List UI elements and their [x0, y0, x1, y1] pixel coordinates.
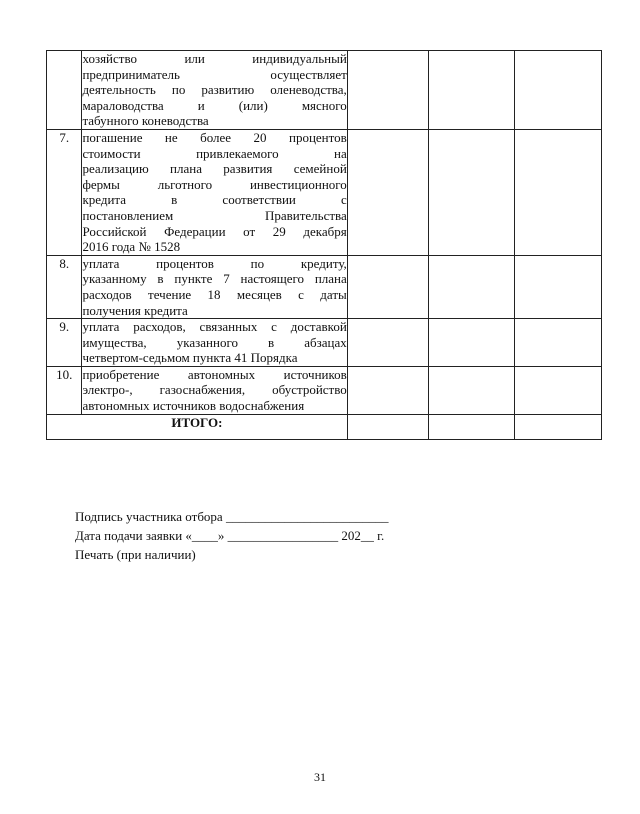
total-label: ИТОГО:	[47, 414, 348, 439]
amount-cell-3	[514, 319, 601, 367]
description-line: уплата расходов, связанных с доставкой	[82, 319, 347, 335]
amount-cell-3	[514, 366, 601, 414]
amount-cell-1	[347, 319, 428, 367]
description-line: табунного коневодства	[82, 113, 209, 129]
description-line: деятельность по развитию оленеводства,	[82, 82, 347, 98]
amount-cell-2	[428, 129, 514, 255]
expense-plan-table	[46, 50, 602, 440]
row-number: 7.	[47, 129, 82, 255]
table-row	[47, 366, 602, 414]
table-row	[47, 129, 602, 255]
page-number: 31	[314, 770, 326, 784]
description-line: уплата процентов по кредиту,	[82, 255, 347, 271]
description-line: фермы льготного инвестиционного	[82, 176, 347, 192]
expense-description	[82, 255, 347, 318]
description-line: расходов течение 18 месяцев с даты	[82, 286, 347, 302]
amount-cell-1	[347, 129, 428, 255]
amount-cell-2	[428, 255, 514, 318]
description-line: электро-, газоснабжения, обустройство	[82, 382, 347, 398]
description-line: автономных источников водоснабжения	[82, 398, 305, 414]
description-line: предприниматель осуществляет	[82, 66, 347, 82]
expense-description	[82, 319, 347, 367]
description-line: погашение не более 20 процентов	[82, 129, 347, 145]
amount-cell-2	[428, 366, 514, 414]
description-line: реализацию плана развития семейной	[82, 161, 347, 177]
row-number: 9.	[47, 319, 82, 367]
row-number: 10.	[47, 366, 82, 414]
total-row	[47, 414, 602, 439]
total-amount-cell-1	[347, 414, 428, 439]
expense-description	[82, 51, 347, 130]
amount-cell-3	[514, 51, 601, 130]
description-line: приобретение автономных источников	[82, 366, 347, 382]
description-line: имущества, указанного в абзацах	[82, 334, 347, 350]
row-number: 8.	[47, 255, 82, 318]
participant-signature-line: Подпись участника отбора _________________________	[75, 509, 389, 524]
description-line: постановлением Правительства	[82, 207, 347, 223]
description-line: хозяйство или индивидуальный	[82, 51, 347, 66]
table-row	[47, 51, 602, 130]
description-line: указанному в пункте 7 настоящего плана	[82, 271, 347, 287]
table-row	[47, 319, 602, 367]
amount-cell-3	[514, 255, 601, 318]
amount-cell-3	[514, 129, 601, 255]
amount-cell-2	[428, 51, 514, 130]
row-number	[47, 51, 82, 130]
description-line: получения кредита	[82, 302, 188, 318]
description-line: 2016 года № 1528	[82, 239, 181, 255]
table-body	[47, 51, 602, 440]
total-amount-cell-2	[428, 414, 514, 439]
description-line: мараловодства и (или) мясного	[82, 97, 347, 113]
description-line: четвертом-седьмом пункта 41 Порядка	[82, 350, 298, 366]
total-amount-cell-3	[514, 414, 601, 439]
seal-line: Печать (при наличии)	[75, 547, 196, 562]
expense-description	[82, 366, 347, 414]
expense-description	[82, 129, 347, 255]
application-date-line: Дата подачи заявки «____» _________________ 202__ г.	[75, 528, 385, 543]
table-row	[47, 255, 602, 318]
amount-cell-1	[347, 255, 428, 318]
description-line: Российской Федерации от 29 декабря	[82, 223, 347, 239]
amount-cell-1	[347, 51, 428, 130]
amount-cell-1	[347, 366, 428, 414]
signature-block	[75, 507, 388, 564]
description-line: кредита в соответствии с	[82, 192, 347, 208]
description-line: стоимости привлекаемого на	[82, 145, 347, 161]
amount-cell-2	[428, 319, 514, 367]
